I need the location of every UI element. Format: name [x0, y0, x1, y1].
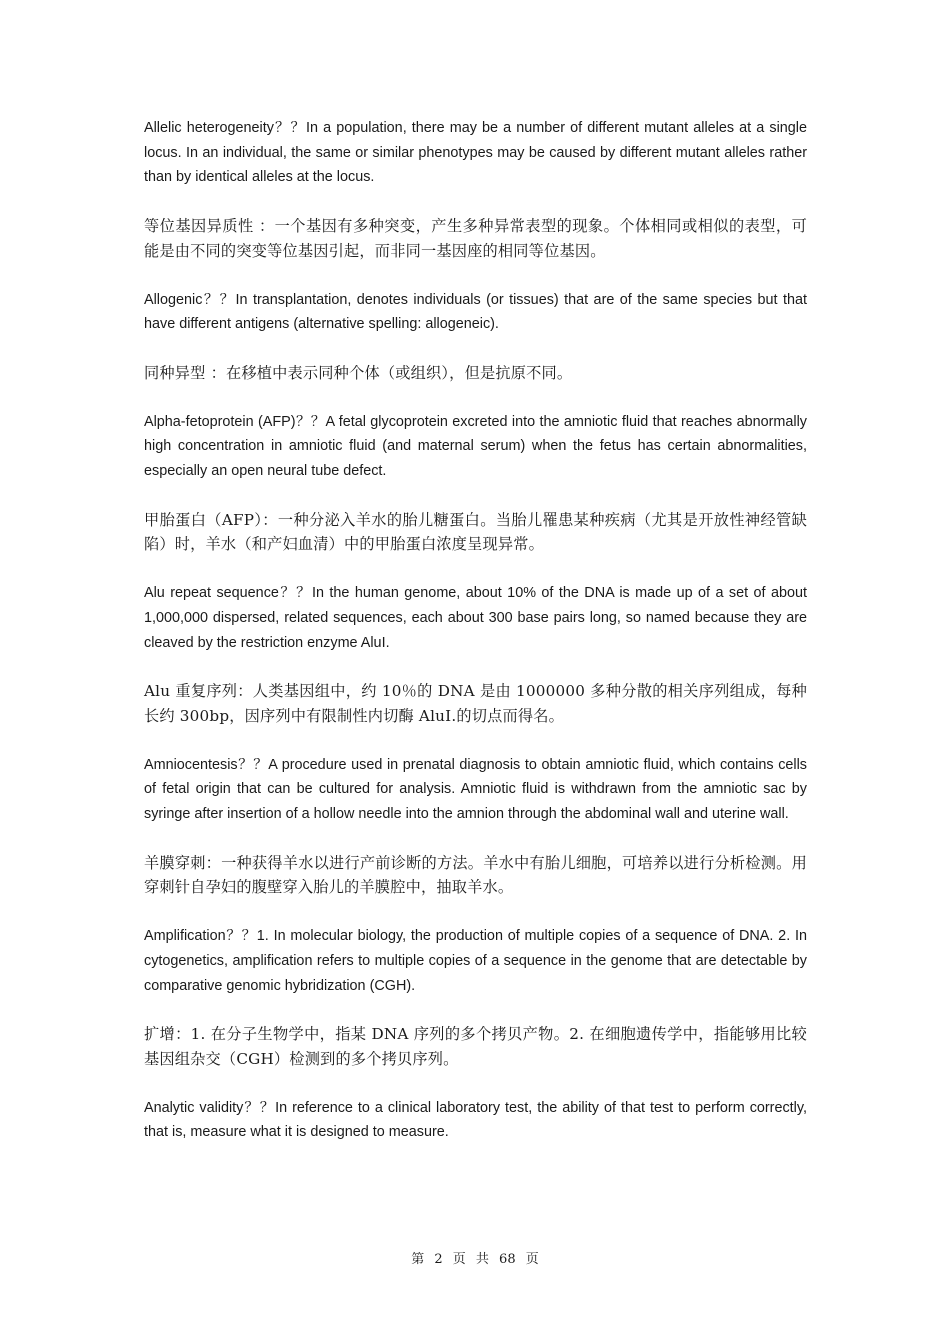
entry-amplification-en: Amplification？？1. In molecular biology, the production of multiple copies of a sequence of DNA. 2. In cytogenetics, amplification refers to multiple copies of a sequence in the genome that are detectable by comparative genomic hybridization (CGH).	[144, 928, 807, 994]
entry-amniocentesis-en: Amniocentesis？？A procedure used in prenatal diagnosis to obtain amniotic fluid, which contains cells of fetal origin that can be cultured for analysis. Amniotic fluid is withdrawn from the amniotic sac by syringe after insertion of a hollow needle into the amnion through the abdominal wall and uterine wall.	[144, 756, 807, 823]
entry-alu-repeat-zh: Alu 重复序列：人类基因组中，约 10％的 DNA 是由 1000000 多种分散的相关序列组成，每种长约 300bp，因序列中有限制性内切酶 AluI.的切点而得名。	[144, 682, 807, 725]
entry-analytic-validity-en: Analytic validity？？In reference to a clinical laboratory test, the ability of that test to perform correctly, that is, measure what it is designed to measure.	[144, 1099, 807, 1141]
entry-allogenic-en: Allogenic？？In transplantation, denotes individuals (or tissues) that are of the same species but that have different antigens (alternative spelling: allogeneic).	[144, 291, 807, 333]
page-number-footer: 第 2 页 共 68 页	[411, 1252, 539, 1267]
entry-alu-repeat-en: Alu repeat sequence？？In the human genome, about 10% of the DNA is made up of a set of about 1,000,000 dispersed, related sequences, each about 300 base pairs long, so named because they are cleaved by the restriction enzyme AluI.	[144, 585, 807, 651]
entry-alpha-fetoprotein-en: Alpha-fetoprotein (AFP)？？A fetal glycoprotein excreted into the amniotic fluid that reaches abnormally high concentration in amniotic fluid (and maternal serum) when the fetus has certain abnormalities, especially an open neural tube defect.	[144, 413, 807, 480]
entry-amniocentesis-zh: 羊膜穿刺：一种获得羊水以进行产前诊断的方法。羊水中有胎儿细胞，可培养以进行分析检测。用穿刺针自孕妇的腹壁穿入胎儿的羊膜腔中，抽取羊水。	[144, 853, 807, 897]
entry-alpha-fetoprotein-zh: 甲胎蛋白（AFP）：一种分泌入羊水的胎儿糖蛋白。当胎儿罹患某种疾病（尤其是开放性神经管缺陷）时，羊水（和产妇血清）中的甲胎蛋白浓度呈现异常。	[144, 510, 807, 554]
entry-amplification-zh: 扩增：1. 在分子生物学中，指某 DNA 序列的多个拷贝产物。2. 在细胞遗传学中，指能够用比较基因组杂交（CGH）检测到的多个拷贝序列。	[144, 1025, 807, 1068]
document-body	[144, 116, 807, 1169]
entry-allelic-heterogeneity-zh: 等位基因异质性 ：一个基因有多种突变，产生多种异常表型的现象。个体相同或相似的表型，可能是由不同的突变等位基因引起，而非同一基因座的相同等位基因。	[144, 217, 807, 260]
entry-allelic-heterogeneity-en: Allelic heterogeneity？？In a population, there may be a number of different mutant alleles at a single locus. In an individual, the same or similar phenotypes may be caused by different mutant alleles rather than by identical alleles at the locus.	[144, 120, 807, 186]
entry-allogenic-zh: 同种异型 ：在移植中表示同种个体（或组织），但是抗原不同。	[144, 363, 573, 382]
